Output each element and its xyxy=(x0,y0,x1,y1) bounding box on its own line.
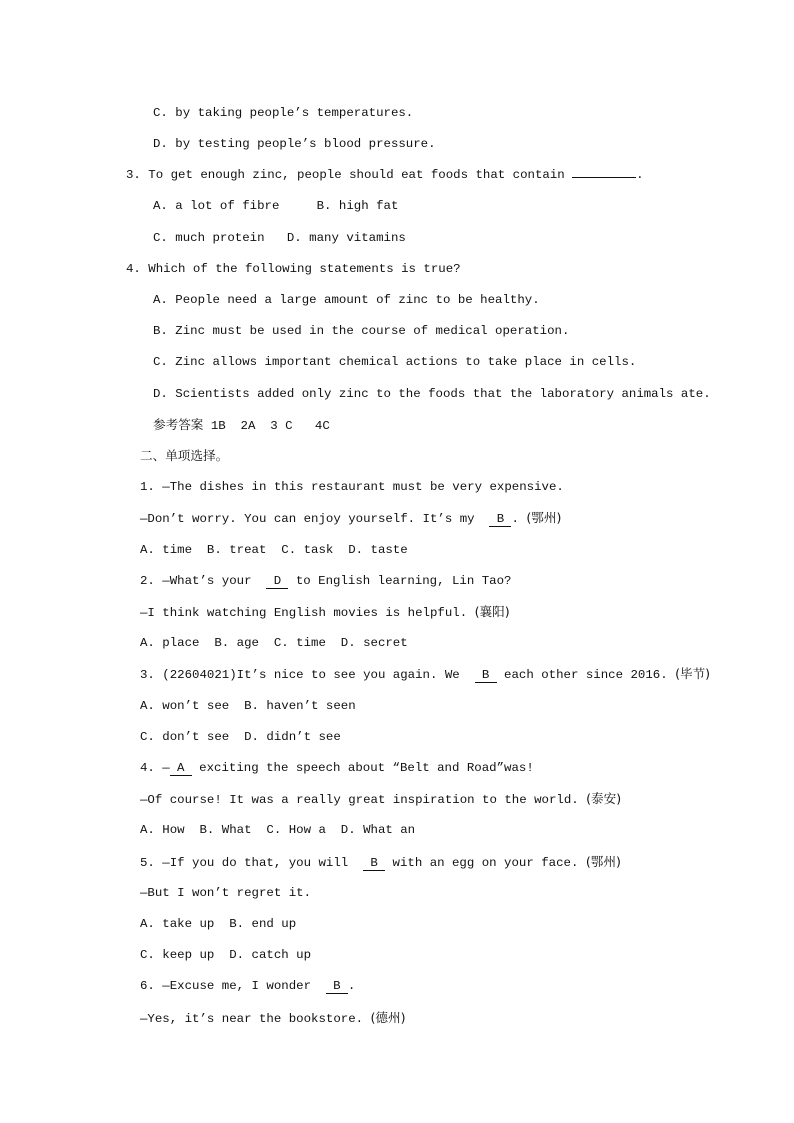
s2-q4-options: A. How B. What C. How a D. What an xyxy=(140,823,416,837)
answer-blank: D xyxy=(266,575,288,589)
source-tag: (毕节) xyxy=(675,666,711,681)
answer-blank: A xyxy=(170,762,192,776)
s2-q6-line1: 6. —Excuse me, I wonder B . xyxy=(140,979,356,993)
answer-blank: B xyxy=(489,513,511,527)
s2-q5-line2: —But I won’t regret it. xyxy=(140,886,312,900)
s2-q3-options-row2: C. don’t see D. didn’t see xyxy=(140,730,341,744)
s2-q3-line1: 3. (22604021)It’s nice to see you again. We B each other since 2016. (毕节) xyxy=(140,666,711,682)
q4-option-d: D. Scientists added only zinc to the foods that the laboratory animals ate. xyxy=(153,387,711,401)
q4-option-a: A. People need a large amount of zinc to be healthy. xyxy=(153,293,540,307)
source-tag: (襄阳) xyxy=(474,604,510,619)
s2-q5-options-row1: A. take up B. end up xyxy=(140,917,297,931)
s2-q4-line1: 4. — A exciting the speech about “Belt and Road”was! xyxy=(140,761,534,775)
s2-q1-line2: —Don’t worry. You can enjoy yourself. It’s my B . (鄂州) xyxy=(140,510,562,526)
s2-q4-line2: —Of course! It was a really great inspiration to the world. (泰安) xyxy=(140,791,622,807)
source-tag: (泰安) xyxy=(586,791,622,806)
s2-q5-line1: 5. —If you do that, you will B with an egg on your face. (鄂州) xyxy=(140,854,621,870)
answer-blank: B xyxy=(326,980,348,994)
q4-stem: 4. Which of the following statements is true? xyxy=(126,262,461,276)
s2-q1-line1: 1. —The dishes in this restaurant must be very expensive. xyxy=(140,480,564,494)
q3-options-row1: A. a lot of fibre B. high fat xyxy=(153,199,399,213)
section-heading: 二、单项选择。 xyxy=(140,448,229,463)
s2-q2-options: A. place B. age C. time D. secret xyxy=(140,636,408,650)
q2-option-d: D. by testing people’s blood pressure. xyxy=(153,137,436,151)
s2-q3-options-row1: A. won’t see B. haven’t seen xyxy=(140,699,356,713)
s2-q2-line2: —I think watching English movies is helpful. (襄阳) xyxy=(140,604,510,620)
s2-q5-options-row2: C. keep up D. catch up xyxy=(140,948,312,962)
answer-key-values: 1B 2A 3 C 4C xyxy=(210,419,330,433)
q3-options-row2: C. much protein D. many vitamins xyxy=(153,231,406,245)
source-tag: (德州) xyxy=(370,1010,406,1025)
s2-q2-line1: 2. —What’s your D to English learning, Lin Tao? xyxy=(140,574,512,588)
source-tag: (鄂州) xyxy=(526,510,562,525)
answer-key-label: 参考答案 xyxy=(153,417,204,432)
s2-q1-options: A. time B. treat C. task D. taste xyxy=(140,543,408,557)
source-tag: (鄂州) xyxy=(585,854,621,869)
answer-blank xyxy=(572,167,636,178)
q4-option-b: B. Zinc must be used in the course of medical operation. xyxy=(153,324,570,338)
answer-blank: B xyxy=(363,857,385,871)
q3-stem: 3. To get enough zinc, people should eat foods that contain . xyxy=(126,168,644,182)
answer-key xyxy=(153,417,330,434)
q2-option-c: C. by taking people’s temperatures. xyxy=(153,106,414,120)
s2-q6-line2: —Yes, it’s near the bookstore. (德州) xyxy=(140,1010,406,1026)
answer-blank: B xyxy=(475,669,497,683)
q4-option-c: C. Zinc allows important chemical actions to take place in cells. xyxy=(153,355,637,369)
